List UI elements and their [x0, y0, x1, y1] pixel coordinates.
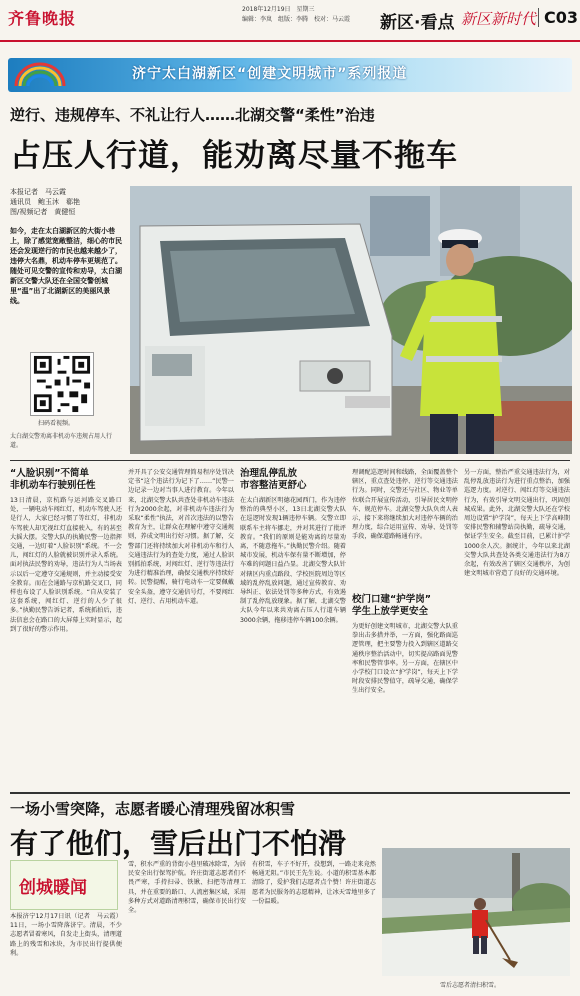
story1-kicker: 逆行、违规停车、不礼让行人……北湖交警“柔性”治违 [10, 106, 375, 124]
story2-column-2: 雪，积水严重的背街小巷里破冰除雪，为居民安全出行保驾护航。许庄街道志愿者们不畏严寒，手持扫帚、铁锹、扫把等清理工具，并在重要的路口、人流密集区域，采用多种方式对道路清理积雪，确保市民出行安全。 [128, 861, 246, 915]
newspaper-logo: 齐鲁晚报 [8, 9, 77, 28]
section-title: 新区·看点 [380, 13, 455, 33]
byline-correspondent: 通讯员 鲍玉沐 郗艳 [10, 198, 80, 206]
story-divider-2 [10, 792, 570, 794]
story1-column-4: 理调配巡逻时间和线路，全面覆盖整个辖区，重点查处违停、逆行等交通违法行为。同时，交警还与社区、物业等单位联合开展宣传活动，引导居民文明停车、规范停车。北湖交警大队负责人表示，接下来将继续加大对违停车辆的治理力度，综合运用宣传、劝导、处罚等手段，确保道路畅通有序。 [352, 469, 458, 541]
snow-photo-caption: 雪后志愿者清扫积雪。 [440, 982, 501, 989]
story1-column-5: 另一方面，整治严重交通违法行为，对乱停乱放违法行为进行重点整治，加强巡逻力度。对逆行、闯红灯等交通违法行为，有效引导文明交通出行，巩固创城成果。此外，北湖交警大队还在学校周边设置“护学岗”，每天上下学高峰期安排民警和辅警站岗执勤，疏导交通，保证学生安全。截至目前，已累计护学1000余人次。据统计，今年以来北湖交警大队共查处各类交通违法行为8万余起，有效改善了辖区交通秩序，为创建文明城市营造了良好的交通环境。 [464, 469, 570, 578]
qr-caption: 扫码看视频。 [38, 420, 75, 427]
story1-lead: 如今，走在太白湖新区的大街小巷上，除了感觉宽敞整洁，细心的市民还会发现逆行的市民也越来越少了，违停大名鼎，机动车停车更规范了。随处可见交警的宣传和劝导，太白湖新区交警大队还在全国交警创城里“温”出了北湖新区的美丽风景线。 [10, 227, 122, 305]
page-number: C03 [538, 8, 578, 27]
subhead-school-guard: 校门口建“护学岗” 学生上放学更安全 [352, 594, 431, 617]
subhead-parking: 治理乱停乱放 市容整洁更舒心 [240, 468, 307, 491]
rainbow-icon [12, 60, 68, 88]
story2-column-3: 有积雪，车子不好开，没想到，一路走来竟然畅通无阻。”市民王先生说。小道的积雪基本都清除了，爱护我们志愿者点个赞！许庄街道志愿者为民服务的志愿精神，让冰天雪地里多了一份温暖。 [252, 861, 376, 905]
story1-byline [10, 187, 122, 217]
subhead-face-recognition: “人脸识别”不简单 非机动车行驶别任性 [10, 468, 96, 491]
issue-meta [242, 5, 350, 25]
snow-photo [382, 848, 570, 976]
story-divider [10, 460, 570, 461]
story1-column-1: 13日清晨，京杭路与运河路交叉路口处，一辆电动车闯红灯，机动车驾驶人还是行人，大家已经习惯了等红灯，非机动车驾驶人却无视红灯直接驶入，有的甚至大摇大摆。交警大队的执勤民警一边指挥交通，一边盯着“人脸识别”系统。不一会儿，闯红灯的人脸就被识别并录入系统。面对执法民警的劝导，违法行为人当场表示以后一定遵守交通规则，并主动接受安全教育。而在会通路与京杭路交叉口，同样也布设了人脸识别系统。“自从安装了这套系统，闯红灯、逆行的人少了很多。”执勤民警告诉记者，系统抓拍后，违法信息会在路口的大屏幕上实时显示，起到了很好的警示作用。 [10, 497, 122, 633]
qr-code-icon[interactable] [30, 352, 94, 416]
byline-reporter: 本报记者 马云霞 [10, 188, 66, 196]
story2-kicker: 一场小雪突降，志愿者暖心清理残留冰积雪 [10, 800, 296, 818]
column-stamp-text: 创城暖闻 [19, 878, 87, 898]
story1-column-3: 在太白湖新区明德花园西门，作为违停整治的典型小区，13日北湖交警大队在巡逻时发现1辆违停车辆。交警立即联系车主将车挪走，并对其进行了批评教育。“我们的原则是能劝离的尽量劝离，不随意拖车。”执勤民警介绍。随着城市发展，机动车保有量不断增加，停车难的问题日益凸显。北湖交警大队针对辖区内重点路段、学校医院周边等区域的乱停乱放问题，通过宣传教育、劝导纠正、依法处罚等多种方式，有效遏制了乱停乱放现象。据了解，北湖交警大队今年以来共劝离占压人行道车辆3000余辆，拖移违停车辆100余辆。 [240, 497, 346, 624]
story2-column-1: 本报济宁12月17日讯（记者 马云霞）11日，一场小雪降落济宁。清晨，不少志愿者冒着寒风，自发走上街头，清理道路上的残雪和冰块，为市民出行提供便利。 [10, 913, 122, 957]
main-photo-caption: 太白湖交警劝离非机动车违规占用人行道。 [10, 433, 113, 449]
issue-editors: 编辑：李岚 组版：李腾 校对：马云霞 [242, 16, 351, 23]
issue-date: 2018年12月19日 星期三 [242, 6, 315, 13]
banner-title: 济宁太白湖新区“创建文明城市”系列报道 [132, 66, 408, 82]
story2-headline: 有了他们，雪后出门不怕滑 [10, 827, 347, 860]
byline-photographer: 图/视频记者 黄健恒 [10, 208, 76, 216]
story1-headline: 占压人行道，能劝离尽量不拖车 [10, 138, 458, 174]
main-photo [130, 186, 572, 454]
story1-column-4b: 为更好创建文明城市，北湖交警大队重拳出击多措并举，一方面，强化路面巡逻管理，把主要警力投入到辖区道路交通秩序整治活动中，切实提高路面见警率和民警管事率。另一方面，在辖区中小学校门口设立“护学岗”，每天上下学时段安排民警值守，疏导交通，确保学生出行安全。 [352, 623, 458, 695]
story1-column-2: 并开具了公安交通管理简易程序处罚决定书“这个违法行为记下了……”民警一边记录一边对当事人进行教育。今年以来，北湖交警大队共查处非机动车违法行为2000余起，对非机动车违法行为采取“柔性”执法，对首次违法的以警告教育为主，让群众在理解中遵守交通规则，养成文明出行好习惯。据了解，交警部门还将持续加大对非机动车和行人交通违法行为的查处力度，通过人脸识别抓拍系统，对闯红灯、逆行等违法行为进行精准治理，确保交通秩序持续好转。民警提醒，骑行电动车一定要佩戴安全头盔，遵守交通信号灯，不要闯红灯、逆行、占用机动车道。 [128, 469, 234, 605]
column-stamp [10, 860, 118, 910]
section-stamp: 新区新时代 [461, 10, 537, 28]
